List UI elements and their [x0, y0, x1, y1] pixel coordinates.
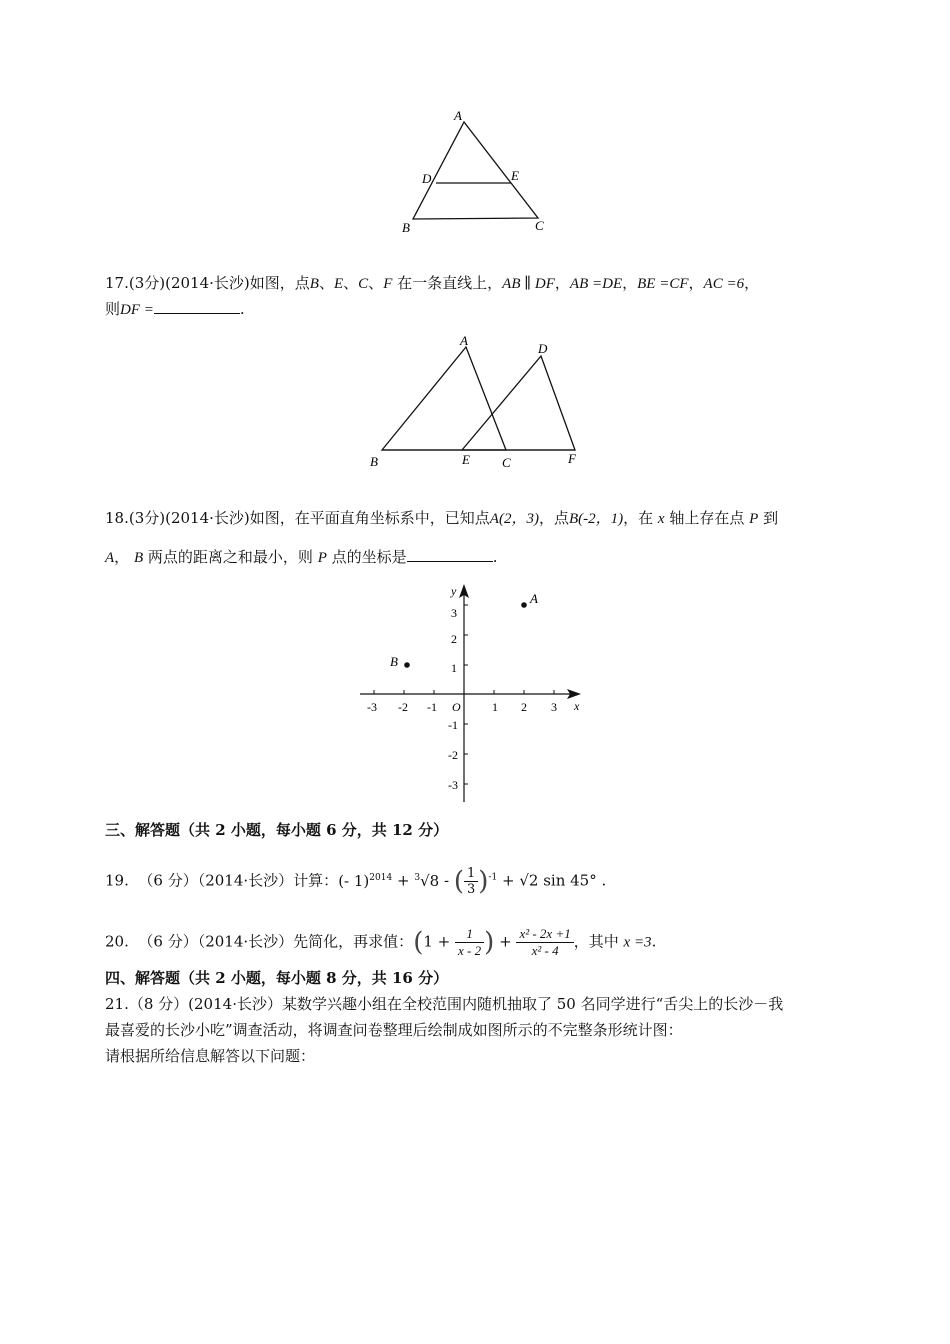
q19-frac-num: 1	[464, 866, 478, 882]
q17-condition-ab-de: AB =DE	[569, 276, 623, 292]
label-c-17: C	[502, 455, 511, 470]
q17-point-e: E	[333, 276, 344, 292]
q20-fraction-1	[455, 926, 484, 959]
point-b-dot	[404, 662, 410, 668]
q18-text-line2: 两点的距离之和最小，则	[147, 548, 313, 566]
q18-point-p-ref: P	[317, 550, 327, 566]
q20-operator: +	[499, 932, 512, 951]
q19-root-index: 3	[414, 872, 421, 883]
label-b-17: B	[370, 454, 378, 469]
q19-fraction	[464, 866, 478, 897]
q19-plus: +	[501, 871, 515, 890]
q18-axis-x: x	[657, 511, 665, 527]
q19-sqrt2: √2	[519, 871, 539, 890]
q20-fraction-2	[516, 926, 573, 959]
y-tick-label: -1	[448, 718, 458, 732]
q17-condition-be-cf: BE =CF	[637, 276, 689, 292]
triangle-def-17	[462, 356, 575, 450]
q17-source: (2014·长沙)	[165, 274, 250, 292]
label-e: E	[511, 168, 519, 183]
q18-line1	[105, 507, 778, 528]
triangle-abc	[413, 122, 538, 219]
y-axis-label: y	[451, 584, 457, 598]
label-d-17: D	[538, 341, 548, 356]
q19-source: （2014·长沙）	[197, 871, 294, 890]
q17-df-equals: DF =	[120, 302, 154, 318]
x-tick-label: -1	[427, 700, 437, 714]
q17-point-f: F	[383, 276, 393, 292]
q17-text: 如图，点	[249, 274, 310, 292]
q21-line2: 最喜爱的长沙小吃”调查活动，将调查问卷整理后绘制成如图所示的不完整条形统计图：	[105, 1021, 683, 1039]
q18-text-d: 轴上存在点	[669, 509, 745, 527]
q17-sep: 、	[368, 274, 384, 292]
q17-answer-blank[interactable]	[154, 299, 240, 314]
q21-line1: 21.（8 分）(2014·长沙）某数学兴趣小组在全校范围内随机抽取了 50 名同学进行“舌尖上的长沙－我	[105, 995, 784, 1013]
q19-frac-den: 3	[466, 882, 476, 897]
x-tick-label: 1	[492, 700, 498, 714]
q18-source: (2014·长沙)	[165, 509, 250, 527]
q18-point-b-ref: B	[133, 550, 144, 566]
q17-line1	[105, 272, 759, 293]
q17-comma: ，	[688, 274, 704, 292]
q19-plus: +	[396, 871, 410, 890]
q20-condition-value: x =3	[623, 934, 652, 951]
q18-answer-blank[interactable]	[407, 547, 493, 562]
q20-f1-num: 1	[455, 926, 484, 943]
q19-exponent: 2014	[369, 872, 393, 883]
x-tick-labels	[367, 700, 557, 714]
q19-base: (- 1)	[338, 871, 370, 890]
q20-one: 1	[423, 932, 433, 951]
y-tick-label: 1	[451, 661, 457, 675]
q20-line	[105, 926, 656, 959]
q18-score: (3分)	[128, 509, 166, 527]
overlapping-triangles-figure	[360, 330, 600, 475]
q20-number: 20.	[105, 932, 129, 951]
q17-comma: ，	[744, 274, 760, 292]
q20-period: .	[651, 932, 657, 951]
q17-point-c: C	[358, 276, 369, 292]
q19-sin: sin 45°	[543, 871, 597, 890]
section-4-heading: 四、解答题（共 2 小题，每小题 8 分，共 16 分）	[105, 969, 449, 987]
q18-line2	[105, 546, 497, 567]
q19-left-paren: (	[453, 866, 464, 897]
y-tick-label: 2	[451, 632, 457, 646]
q21-line3: 请根据所给信息解答以下问题：	[105, 1047, 316, 1065]
section-3-heading: 三、解答题（共 2 小题，每小题 6 分，共 12 分）	[105, 821, 449, 839]
q17-condition-ac: AC =6	[703, 276, 745, 292]
q17-condition-parallel: AB ∥ DF	[502, 276, 555, 292]
x-tick-label: 3	[551, 700, 557, 714]
q19-root-arg: 8	[429, 871, 440, 890]
q17-sep: 、	[318, 274, 334, 292]
q18-text-b: ，点	[538, 509, 569, 527]
q19-period: .	[601, 871, 607, 890]
q17-point-b: B	[309, 276, 319, 292]
q19-root-sign: √	[420, 871, 430, 890]
q17-sep: 、	[343, 274, 359, 292]
q20-f2-num: x² - 2x +1	[516, 926, 573, 943]
q17-comma: ，	[622, 274, 638, 292]
q20-f2-den: x² - 4	[531, 943, 559, 958]
q18-point-b: B(-2，1)	[568, 511, 624, 527]
q18-number: 18.	[105, 509, 129, 527]
q17-number: 17.	[105, 274, 129, 292]
point-b-label: B	[390, 654, 398, 669]
q19-score: （6 分）	[138, 871, 198, 890]
q18-point-a: A(2，3)	[489, 511, 539, 527]
label-e-17: E	[462, 452, 470, 467]
q19-term-power	[338, 872, 392, 890]
triangle-abc-17	[382, 347, 506, 450]
label-a-17: A	[460, 333, 468, 348]
q18-text-c: ，在	[623, 509, 654, 527]
coordinate-plane-figure	[355, 580, 595, 810]
y-tick-labels	[448, 606, 458, 792]
x-tick-label: -2	[398, 700, 408, 714]
label-c: C	[535, 218, 544, 233]
q18-period: .	[492, 548, 498, 566]
q18-text-e: 到	[763, 509, 779, 527]
label-d: D	[422, 171, 432, 186]
point-a-dot	[521, 602, 527, 608]
q18-point-p: P	[749, 511, 759, 527]
q17-ze: 则	[105, 300, 121, 318]
q20-source: （2014·长沙）	[197, 932, 294, 951]
q19-line	[105, 866, 606, 897]
point-a-label: A	[530, 591, 538, 606]
y-tick-label: -2	[448, 748, 458, 762]
q19-cube-root	[414, 872, 439, 890]
q19-prompt: 计算：	[293, 871, 339, 890]
q17-comma: ，	[554, 274, 570, 292]
q18-text: 如图，在平面直角坐标系中，已知点	[249, 509, 490, 527]
q20-right-paren: )	[484, 927, 495, 958]
label-f-17: F	[568, 451, 576, 466]
y-tick-label: 3	[451, 606, 457, 620]
x-axis-label: x	[574, 699, 580, 713]
q18-point-a-ref: A	[105, 550, 115, 566]
origin-label: O	[452, 700, 461, 714]
q20-prompt: 先简化，再求值：	[293, 932, 414, 951]
q17-period: .	[239, 300, 245, 318]
q19-right-paren: )	[478, 866, 489, 897]
label-b: B	[402, 220, 410, 235]
q20-plus: +	[437, 932, 451, 951]
label-a: A	[454, 108, 462, 123]
q17-line2	[105, 298, 245, 319]
q19-minus: -	[443, 871, 450, 890]
y-tick-label: -3	[448, 778, 458, 792]
q18-comma: ，	[114, 548, 130, 566]
q20-score: （6 分）	[138, 932, 198, 951]
q18-text-line2-end: 点的坐标是	[331, 548, 407, 566]
q19-number: 19.	[105, 871, 129, 890]
q19-frac-exponent: -1	[488, 872, 498, 883]
q20-f1-den: x - 2	[458, 943, 482, 958]
q20-left-paren: (	[413, 927, 424, 958]
triangle-abc-figure	[390, 100, 560, 240]
q17-text-b: 在一条直线上，	[397, 274, 503, 292]
x-tick-label: -3	[367, 700, 377, 714]
q20-condition-text: ，其中	[573, 932, 619, 951]
q17-score: (3分)	[128, 274, 166, 292]
x-tick-label: 2	[521, 700, 527, 714]
